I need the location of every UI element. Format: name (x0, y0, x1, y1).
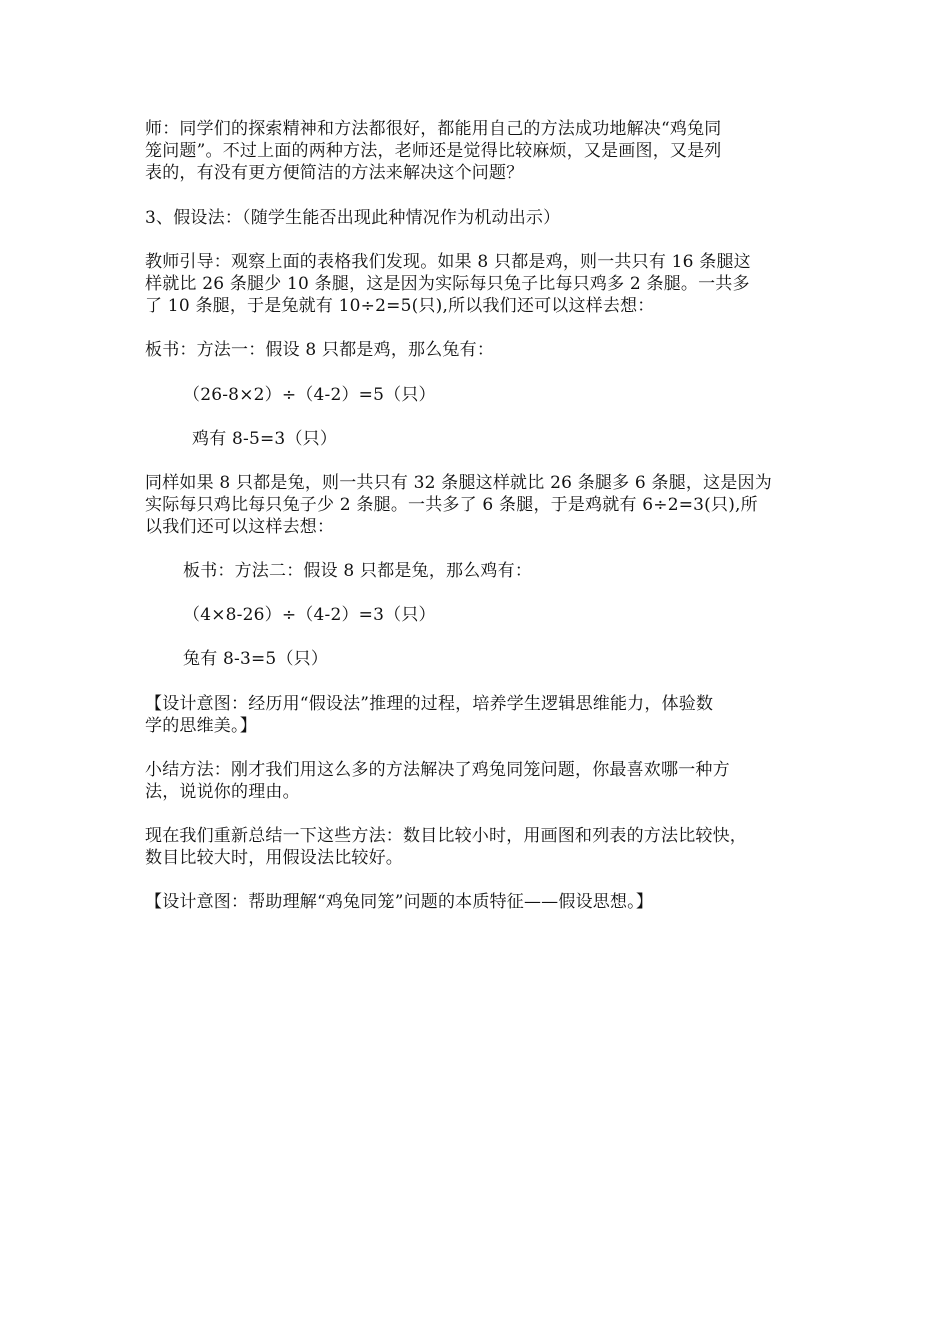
text-line: 数目比较大时，用假设法比较好。 (145, 848, 403, 868)
formula-line: 鸡有 8-5=3（只） (192, 429, 338, 449)
text-line: 法，说说你的理由。 (145, 782, 300, 802)
text-line: 师：同学们的探索精神和方法都很好，都能用自己的方法成功地解决“鸡兔同 (145, 119, 722, 139)
text-line: 教师引导：观察上面的表格我们发现。如果 8 只都是鸡，则一共只有 16 条腿这 (145, 252, 751, 272)
text-line: 笼问题”。不过上面的两种方法，老师还是觉得比较麻烦，又是画图，又是列 (145, 141, 722, 161)
text-line: 实际每只鸡比每只兔子少 2 条腿。一共多了 6 条腿，于是鸡就有 6÷2=3(只),所 (145, 495, 758, 515)
text-line: 了 10 条腿，于是兔就有 10÷2=5(只),所以我们还可以这样去想： (145, 296, 655, 316)
text-line: 表的，有没有更方便简洁的方法来解决这个问题？ (145, 163, 524, 183)
design-intent-line: 【设计意图：帮助理解“鸡兔同笼”问题的本质特征——假设思想。】 (145, 892, 654, 912)
text-line: 样就比 26 条腿少 10 条腿，这是因为实际每只兔子比每只鸡多 2 条腿。一共多 (145, 274, 750, 294)
text-line: 以我们还可以这样去想： (145, 517, 335, 537)
design-intent-line: 【设计意图：经历用“假设法”推理的过程，培养学生逻辑思维能力，体验数 (145, 694, 714, 714)
section-heading: 3、假设法：（随学生能否出现此种情况作为机动出示） (145, 208, 561, 228)
formula-line: （4×8-26）÷（4-2）=3（只） (183, 605, 436, 625)
text-line: 现在我们重新总结一下这些方法：数目比较小时，用画图和列表的方法比较快， (145, 826, 747, 846)
text-line: 板书：方法二：假设 8 只都是兔，那么鸡有： (183, 561, 533, 581)
design-intent-line: 学的思维美。】 (145, 716, 257, 736)
formula-line: （26-8×2）÷（4-2）=5（只） (183, 385, 436, 405)
text-line: 板书：方法一：假设 8 只都是鸡，那么兔有： (145, 340, 495, 360)
text-line: 小结方法：刚才我们用这么多的方法解决了鸡兔同笼问题，你最喜欢哪一种方 (145, 760, 730, 780)
formula-line: 兔有 8-3=5（只） (183, 649, 329, 669)
text-line: 同样如果 8 只都是兔，则一共只有 32 条腿这样就比 26 条腿多 6 条腿，这是因为 (145, 473, 772, 493)
